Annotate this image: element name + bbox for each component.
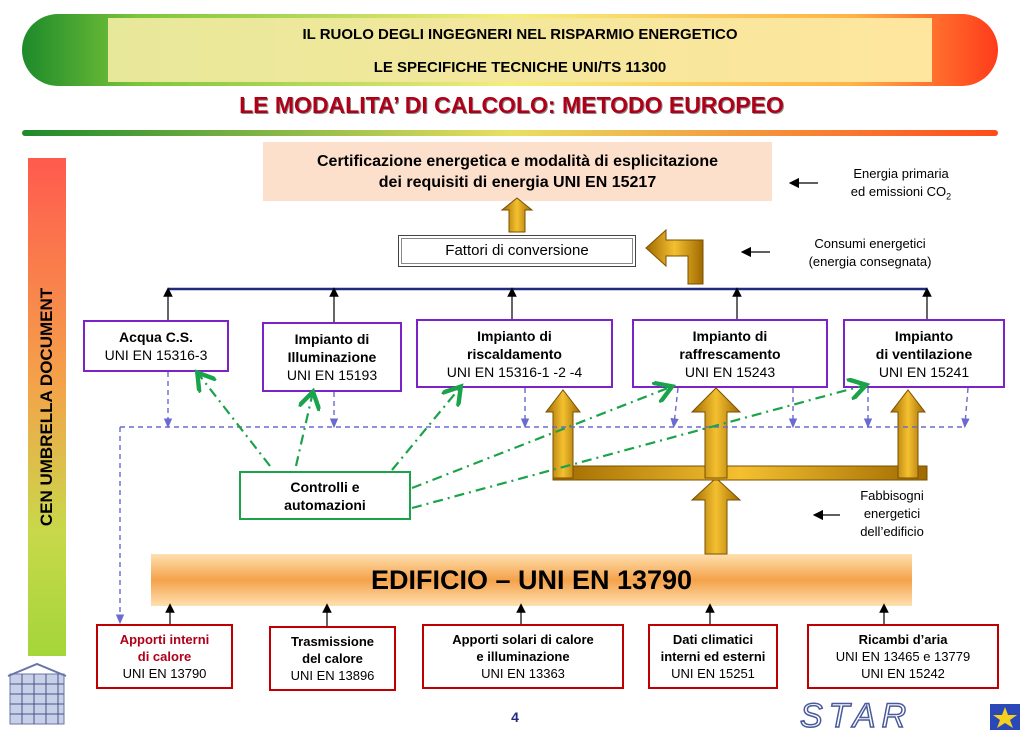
controls-line2: automazioni	[284, 496, 366, 513]
consumption-line2: (energia consegnata)	[808, 254, 932, 269]
needs-line3: dell’edificio	[860, 524, 924, 539]
conversion-label: Fattori di conversione	[445, 242, 589, 259]
input-line2: interni ed esterni	[660, 649, 766, 664]
control-lines	[200, 376, 862, 508]
building-logo	[8, 664, 66, 724]
consumption-line1: Consumi energetici	[814, 236, 926, 251]
system-standard: UNI EN 15316-3	[104, 347, 208, 363]
system-standard: UNI EN 15193	[286, 367, 378, 383]
system-subtitle: Illuminazione	[287, 349, 377, 365]
primary-line1: Energia primaria	[853, 166, 949, 181]
star-badge-icon	[990, 704, 1020, 730]
bus-up-arrows	[168, 292, 927, 322]
input-line1: Trasmissione	[290, 634, 375, 649]
system-title: Impianto di	[692, 327, 768, 344]
system-subtitle: raffrescamento	[679, 345, 781, 362]
input-line2: di calore	[137, 649, 192, 664]
certification-line1: Certificazione energetica e modalità di esplicitazione	[316, 152, 718, 170]
input-up-arrows	[170, 608, 884, 626]
gold-arrow-certification	[502, 198, 532, 232]
system-title: Impianto	[894, 327, 954, 344]
certification-line2: dei requisiti di energia UNI EN 15217	[378, 173, 657, 191]
system-title: Impianto di	[477, 327, 552, 344]
feedback-dashed-lines	[120, 372, 968, 620]
page-number: 4	[511, 709, 519, 725]
star-logo-text: STAR	[800, 697, 913, 735]
primary-sub: 2	[946, 191, 952, 202]
controls-line1: Controlli e	[290, 478, 360, 495]
input-standard: UNI EN 13896	[290, 668, 375, 683]
system-title: Impianto di	[294, 331, 370, 347]
input-line1: Apporti interni	[119, 632, 210, 647]
input-standard: UNI EN 13363	[481, 666, 565, 681]
system-standard: UNI EN 15241	[878, 363, 970, 380]
needs-line1: Fabbisogni	[860, 488, 924, 503]
primary-line2: ed emissioni CO	[850, 184, 947, 199]
gold-arrow-conversion	[646, 230, 703, 284]
building-label: EDIFICIO – UNI EN 13790	[370, 565, 693, 595]
header-line2: LE SPECIFICHE TECNICHE UNI/TS 11300	[373, 59, 667, 76]
input-standard: UNI EN 13790	[122, 666, 207, 681]
system-subtitle: riscaldamento	[467, 345, 562, 362]
header-line1: IL RUOLO DEGLI INGEGNERI NEL RISPARMIO ENERGETICO	[302, 26, 738, 43]
input-standard: UNI EN 13465 e 13779 UNI EN 15242	[835, 649, 971, 681]
system-subtitle: di ventilazione	[875, 345, 973, 362]
input-line1: Ricambi d’aria	[858, 632, 948, 647]
input-line1: Apporti solari di calore	[452, 632, 594, 647]
input-line1: Dati climatici	[672, 632, 754, 647]
input-line2: e illuminazione	[476, 649, 570, 664]
needs-line2: energetici	[863, 506, 921, 521]
system-standard: UNI EN 15316-1 -2 -4	[446, 363, 583, 380]
system-standard: UNI EN 15243	[684, 363, 776, 380]
sidebar-label: CEN UMBRELLA DOCUMENT	[37, 287, 56, 527]
input-line2: del calore	[302, 651, 363, 666]
system-title: Acqua C.S.	[119, 329, 193, 345]
page-title: LE MODALITA’ DI CALCOLO: METODO EUROPEO	[239, 92, 784, 118]
input-standard: UNI EN 15251	[671, 666, 755, 681]
